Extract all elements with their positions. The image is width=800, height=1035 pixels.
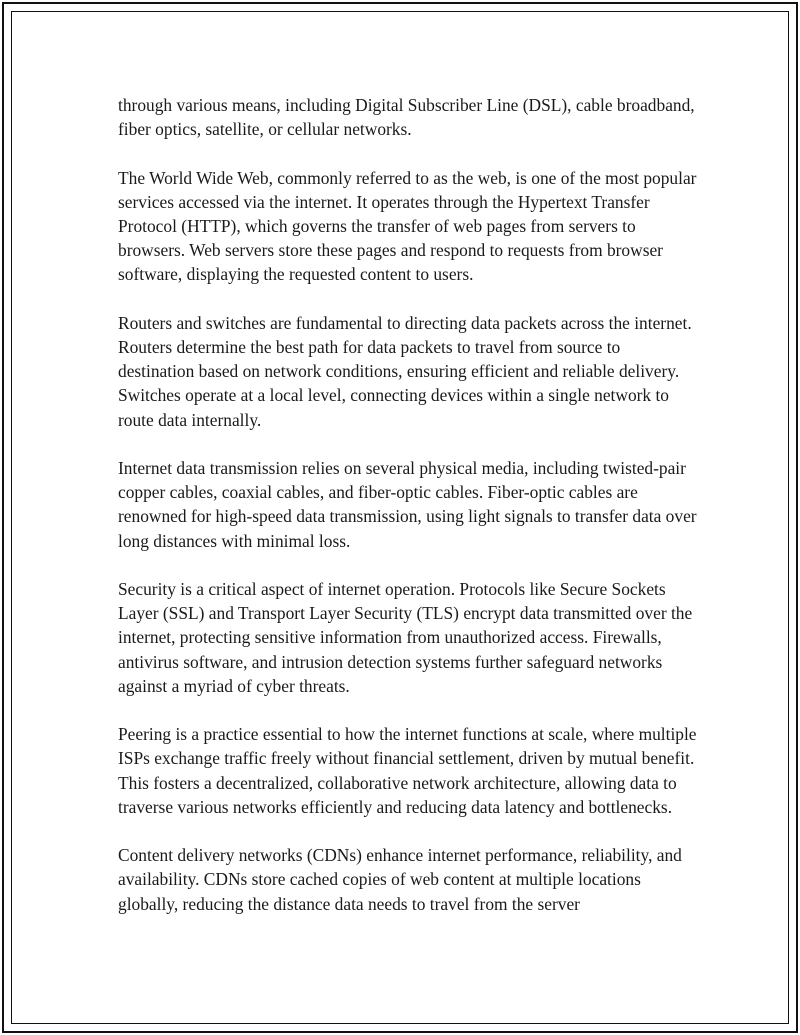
- paragraph-physical-media: Internet data transmission relies on several physical media, including twisted-pair copper cables, coaxial cables, and fiber-optic cables. Fiber-optic cables are renowned for high-speed data transmission, using light signals to transfer data over long distances with minimal loss.: [118, 458, 697, 551]
- paragraph-security: Security is a critical aspect of internet operation. Protocols like Secure Sockets Layer (SSL) and Transport Layer Security (TLS) encrypt data transmitted over the internet, protecting sensitive information from unauthorized access. Firewalls, antivirus software, and intrusion detection systems further safeguard networks against a myriad of cyber threats.: [118, 579, 693, 696]
- paragraph-cdns: Content delivery networks (CDNs) enhance internet performance, reliability, and availability. CDNs store cached copies of web content at multiple locations globally, reducing the distance data needs to travel from the server: [118, 845, 682, 914]
- paragraph-access-methods: through various means, including Digital Subscriber Line (DSL), cable broadband, fiber optics, satellite, or cellular networks.: [118, 95, 695, 140]
- paragraph-peering: Peering is a practice essential to how the internet functions at scale, where multiple ISPs exchange traffic freely without financial settlement, driven by mutual benefit. This fosters a decentralized, collaborative network architecture, allowing data to traverse various networks efficiently and reducing data latency and bottlenecks.: [118, 724, 697, 817]
- document-body: [118, 93, 698, 940]
- paragraph-world-wide-web: The World Wide Web, commonly referred to as the web, is one of the most popular services accessed via the internet. It operates through the Hypertext Transfer Protocol (HTTP), which governs the transfer of web pages from servers to browsers. Web servers store these pages and respond to requests from browser software, displaying the requested content to users.: [118, 167, 697, 285]
- paragraph-routers-switches: Routers and switches are fundamental to directing data packets across the internet. Routers determine the best path for data packets to travel from source to destination based on network conditions, ensuring efficient and reliable delivery. Switches operate at a local level, connecting devices within a single network to route data internally.: [118, 312, 692, 430]
